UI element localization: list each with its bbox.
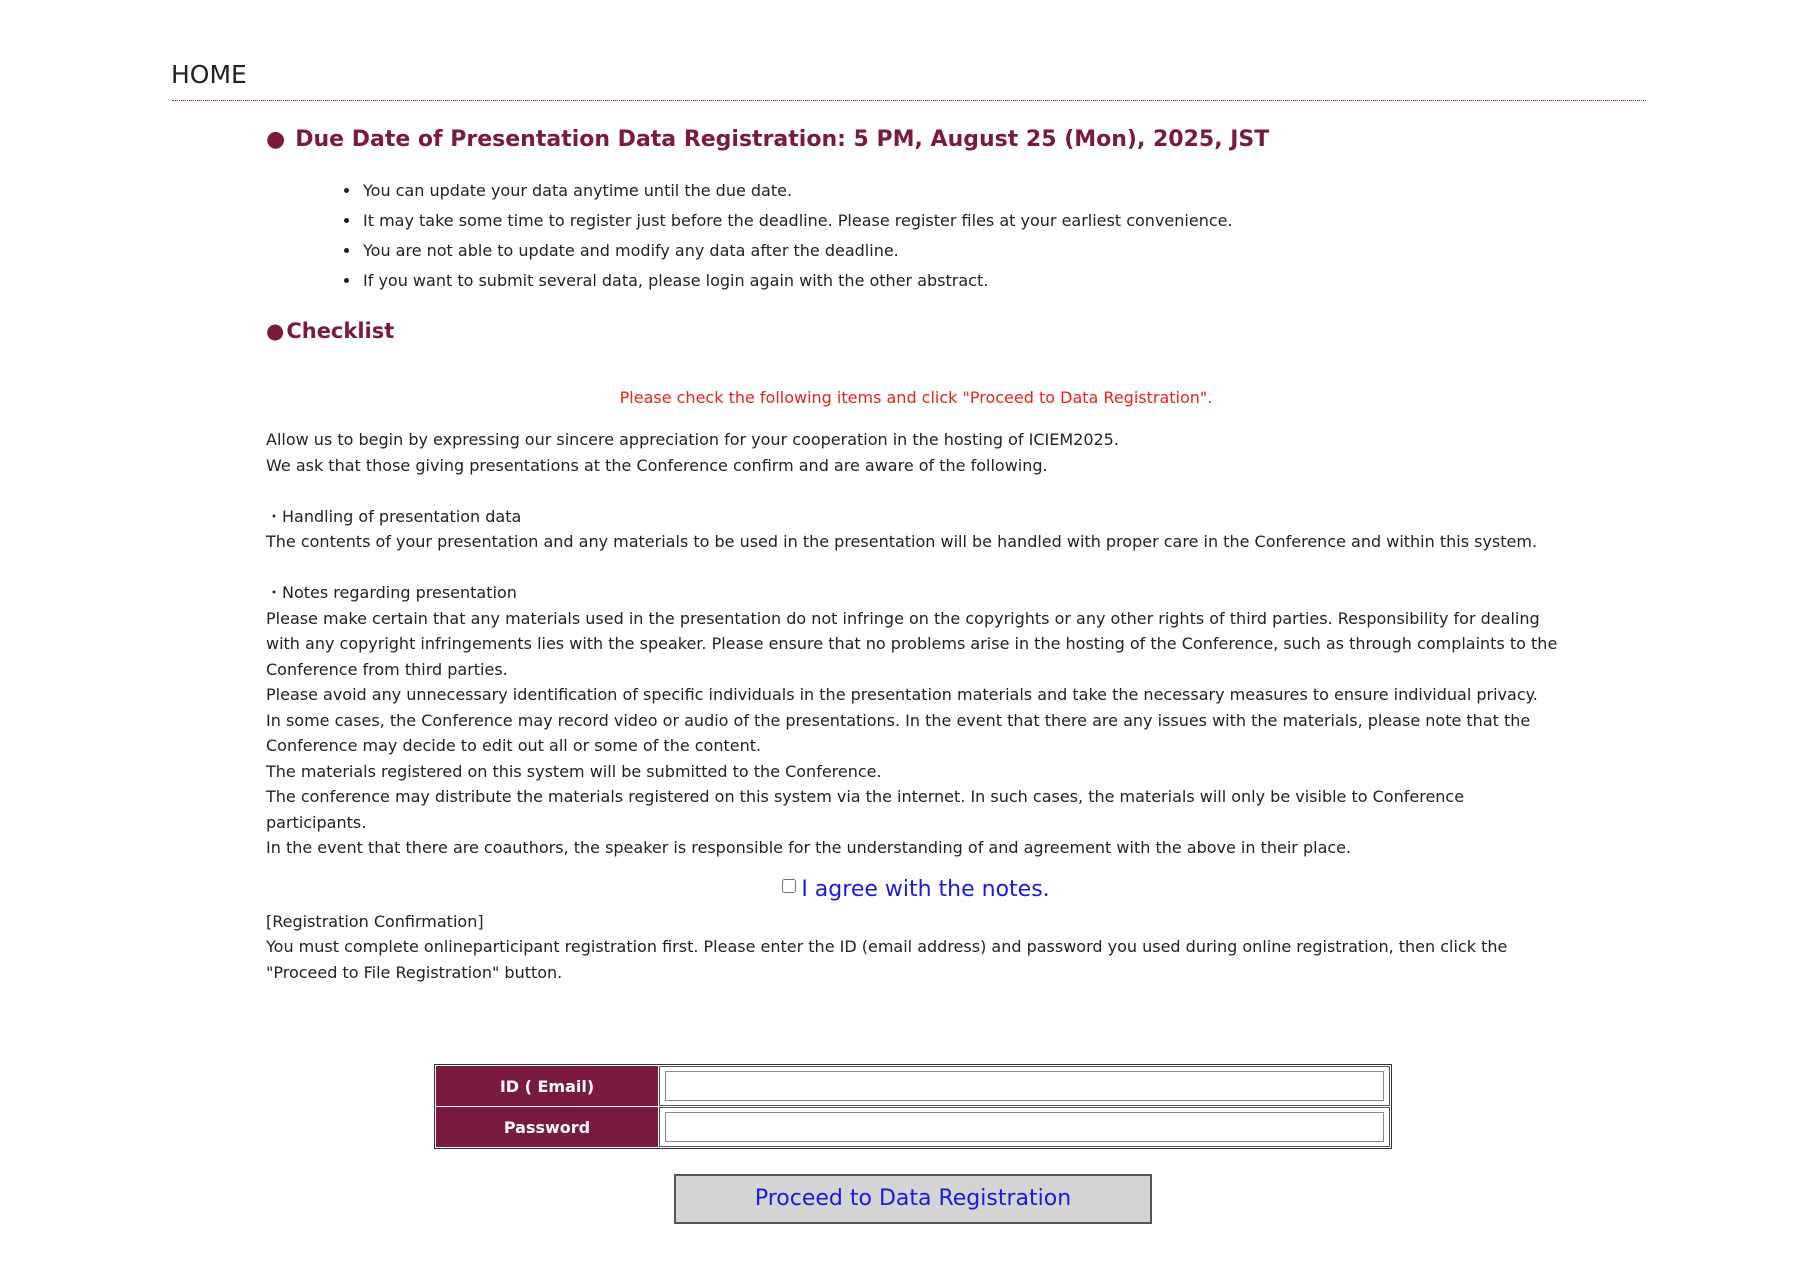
list-item: • You are not able to update and modify any data after the deadline. xyxy=(361,236,1566,266)
password-label: Password xyxy=(436,1107,658,1147)
password-input[interactable] xyxy=(665,1112,1384,1142)
due-date-heading-text: Due Date of Presentation Data Registration: 5 PM, August 25 (Mon), 2025, JST xyxy=(295,127,1270,152)
bullet-dot-icon: ● xyxy=(266,127,286,152)
home-link[interactable]: HOME xyxy=(171,60,247,89)
notes-paragraph-2: Please avoid any unnecessary identification of specific individuals in the presentation materials and take the necessary measures to ensure individual privacy. xyxy=(266,685,1538,704)
table-row xyxy=(436,1107,1390,1147)
id-email-input[interactable] xyxy=(665,1071,1384,1101)
list-item: • You can update your data anytime until the due date. xyxy=(361,176,1566,206)
handling-title: ・Handling of presentation data xyxy=(266,506,522,526)
list-item: • If you want to submit several data, please login again with the other abstract. xyxy=(361,266,1566,296)
id-label: ID ( Email) xyxy=(436,1066,658,1106)
table-row xyxy=(436,1066,1390,1106)
main-content xyxy=(266,120,1566,985)
checklist-instruction: Please check the following items and click "Proceed to Data Registration". xyxy=(619,388,1213,407)
checklist-heading-text: Checklist xyxy=(286,319,395,343)
due-date-notes xyxy=(266,176,1566,296)
notes-paragraph-6: In the event that there are coauthors, the speaker is responsible for the understanding of and agreement with the above in their place. xyxy=(266,838,1352,857)
handling-text: The contents of your presentation and any materials to be used in the presentation will be handled with proper care in the Conference and within this system. xyxy=(266,532,1538,551)
agree-checkbox[interactable] xyxy=(782,879,796,893)
checklist-body xyxy=(266,427,1566,861)
header-divider xyxy=(172,100,1646,101)
intro-line-1: Allow us to begin by expressing our sincere appreciation for your cooperation in the hosting of ICIEM2025. xyxy=(266,430,1119,449)
registration-confirmation xyxy=(266,909,1566,986)
list-item: • It may take some time to register just before the deadline. Please register files at your earliest convenience. xyxy=(361,206,1566,236)
login-table xyxy=(434,1064,1392,1149)
intro-line-2: We ask that those giving presentations at the Conference confirm and are aware of the following. xyxy=(266,455,1048,475)
notes-paragraph-3: In some cases, the Conference may record video or audio of the presentations. In the event that there are any issues with the materials, please note that the Conference may decide to edit out all or some of the content. xyxy=(266,710,1531,755)
notes-paragraph-5: The conference may distribute the materials registered on this system via the internet. In such cases, the materials will only be visible to Conference participants. xyxy=(266,787,1465,832)
due-date-heading xyxy=(266,120,1566,160)
registration-title: [Registration Confirmation] xyxy=(266,911,484,931)
bullet-dot-icon: ● xyxy=(266,319,285,343)
agree-label[interactable]: I agree with the notes. xyxy=(801,876,1050,902)
notes-paragraph-1: Please make certain that any materials used in the presentation do not infringe on the copyrights or any other rights of third parties. Responsibility for dealing with any copyright infringements lies with the speaker. Please ensure that no problems arise in the hosting of the Conference, such as through complaints to the Conference from third parties. xyxy=(266,608,1558,679)
notes-title: ・Notes regarding presentation xyxy=(266,583,517,602)
checklist-heading xyxy=(266,314,1566,348)
registration-text: You must complete onlineparticipant registration first. Please enter the ID (email address) and password you used during online registration, then click the "Proceed to File Registration" button. xyxy=(266,937,1508,982)
proceed-button[interactable]: Proceed to Data Registration xyxy=(674,1174,1152,1224)
password-cell xyxy=(659,1107,1390,1147)
id-cell xyxy=(659,1066,1390,1106)
agree-row xyxy=(266,875,1566,905)
notes-paragraph-4: The materials registered on this system will be submitted to the Conference. xyxy=(266,761,882,781)
